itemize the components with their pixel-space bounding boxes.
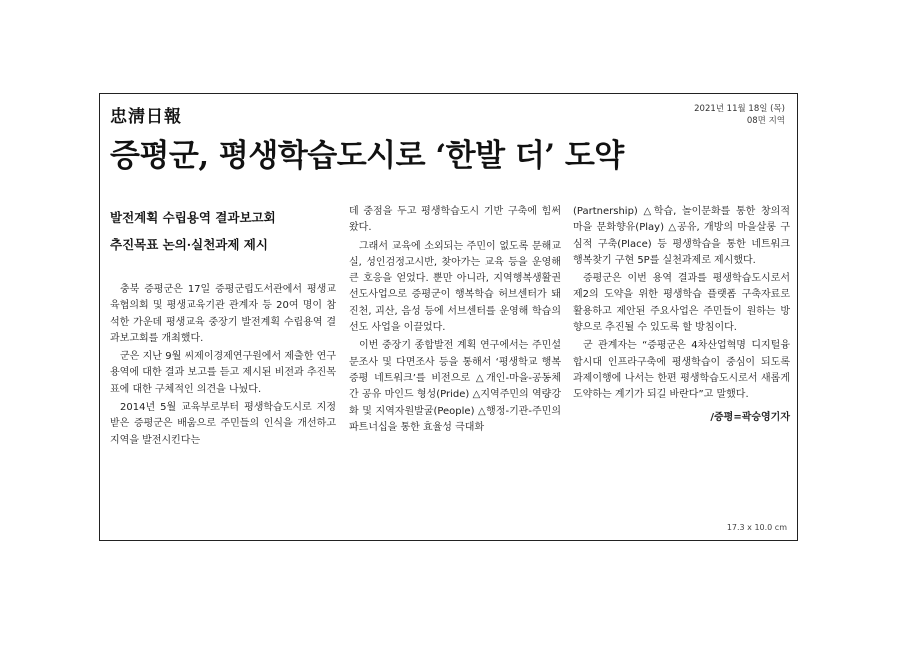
publication-date: 2021년 11월 18일 (목): [694, 104, 785, 114]
article-paragraph: 군은 지난 9월 씨제이경제연구원에서 제출한 연구용역에 대한 결과 보고를 듣고 제시된 비전과 추진목표에 대한 구체적인 의견을 나눴다.: [110, 351, 336, 395]
article-body: [110, 204, 789, 518]
article-column-1: [110, 204, 336, 518]
article-paragraph: (Partnership) △학습, 놀이문화를 통한 창의적 마을 문화향유(Play) △공유, 개방의 마을살롱 구심적 구축(Place) 등 평생학습을 통한 네트워크 행복찾기 구현 5P를 실천과제로 제시했다.: [573, 206, 790, 266]
newspaper-masthead: 忠淸日報: [110, 107, 182, 127]
newspaper-clipping: [99, 93, 798, 541]
article-column-2: [349, 204, 561, 518]
article-headline: 증평군, 평생학습도시로 ‘한발 더’ 도약: [110, 138, 624, 174]
article-subhead: 추진목표 논의·실천과제 제시: [110, 237, 268, 252]
article-column-3: [573, 204, 790, 518]
clipping-size: 17.3 x 10.0 cm: [726, 523, 787, 532]
article-paragraph: 2014년 5월 교육부로부터 평생학습도시로 지정받은 증평군은 배움으로 주민들의 인식을 개선하고 지역을 발전시킨다는: [110, 402, 336, 446]
article-paragraph: 이번 중장기 종합발전 계획 연구에서는 주민설문조사 및 다면조사 등을 통해서 ‘평생학교 행복증평 네트워크’를 비전으로 △개인-마을-공동체 간 공유 마인드 형성(Pride) △지역주민의 역량강화 및 지역자원발굴(People) △행정-기관-주민의 파트너십을 통한 효율성 극대화: [349, 340, 561, 433]
article-paragraph: 군 관계자는 “증평군은 4차산업혁명 디지털융합시대 인프라구축에 평생학습이 중심이 되도록 과제이행에 나서는 한편 평생학습도시로서 새롭게 도약하는 계기가 되길 바란다”고 말했다.: [573, 340, 790, 401]
article-subhead: 발전계획 수립용역 결과보고회: [110, 210, 276, 225]
article-paragraph: 충북 증평군은 17일 증평군립도서관에서 평생교육협의회 및 평생교육기관 관계자 등 20여 명이 참석한 가운데 평생교육 중장기 발전계획 수립용역 결과보고회를 개최했다.: [110, 284, 336, 344]
publication-info: [694, 103, 785, 127]
publication-section: 08면 지역: [746, 116, 785, 126]
article-paragraph: 데 중점을 두고 평생학습도시 기반 구축에 힘써왔다.: [349, 206, 561, 234]
article-subheads: [110, 204, 336, 258]
article-paragraph: 증평군은 이번 용역 결과를 평생학습도시로서 제2의 도약을 위한 평생학습 플랫폼 구축자료로 활용하고 제안된 주요사업은 주민들이 원하는 방향으로 추진될 수 있도록 할 방침이다.: [573, 273, 790, 334]
article-byline: /증평=곽승영기자: [710, 411, 790, 423]
article-paragraph: 그래서 교육에 소외되는 주민이 없도록 문해교실, 성인검정고시반, 찾아가는 교육 등을 운영해 큰 호응을 얻었다. 뿐만 아니라, 지역행복생활권 선도사업으로 증평군이 행복학습 허브센터가 돼 진천, 괴산, 음성 등에 서브센터를 운영해 학습의 선도 사업을 이끌었다.: [349, 240, 561, 334]
